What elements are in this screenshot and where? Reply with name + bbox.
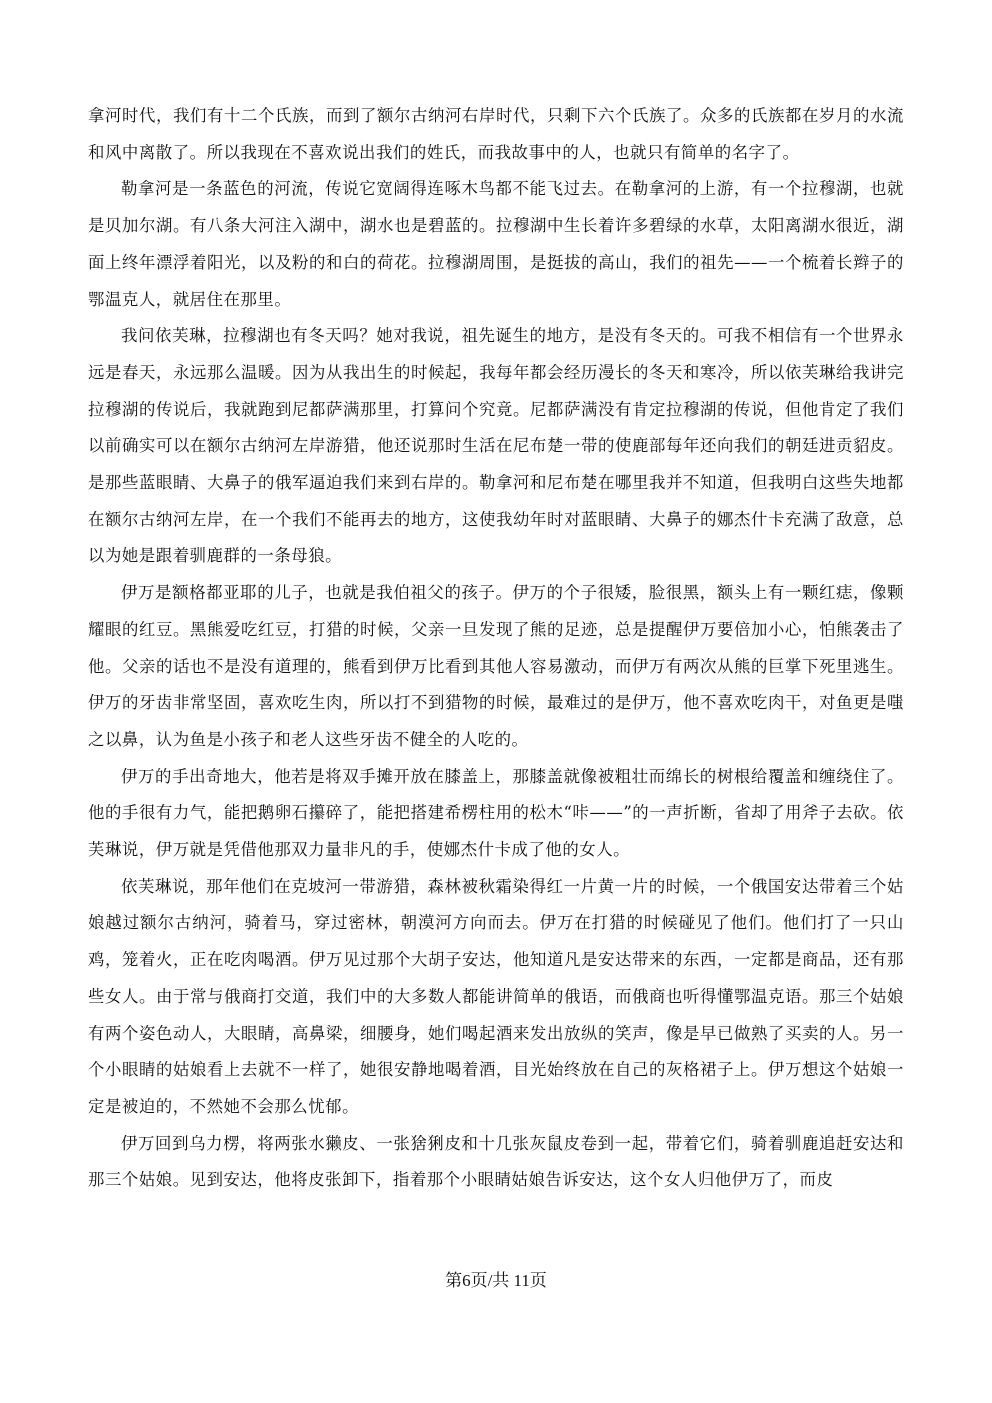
paragraph: 依芙琳说，那年他们在克坡河一带游猎，森林被秋霜染得红一片黄一片的时候，一个俄国安达带着三个姑娘越过额尔古纳河，骑着马，穿过密林，朝漠河方向而去。伊万在打猎的时候碰见了他们。他们打了一只山鸡，笼着火，正在吃肉喝酒。伊万见过那个大胡子安达，他知道凡是安达带来的东西，一定都是商品，还有那些女人。由于常与俄商打交道，我们中的大多数人都能讲简单的俄语，而俄商也听得懂鄂温克语。那三个姑娘有两个姿色动人，大眼睛，高鼻梁，细腰身，她们喝起酒来发出放纵的笑声，像是早已做熟了买卖的人。另一个小眼睛的姑娘看上去就不一样了，她很安静地喝着酒，目光始终放在自己的灰格裙子上。伊万想这个姑娘一定是被迫的，不然她不会那么忧郁。 (88, 876, 904, 1116)
paragraph: 伊万的手出奇地大，他若是将双手摊开放在膝盖上，那膝盖就像被粗壮而绵长的树根给覆盖和缠绕住了。他的手很有力气，能把鹅卵石攥碎了，能把搭建希楞柱用的松木“咔——”的一声折断，省却了用斧子去砍。依芙琳说，伊万就是凭借他那双力量非凡的手，使娜杰什卡成了他的女人。 (88, 766, 904, 860)
paragraph: 勒拿河是一条蓝色的河流，传说它宽阔得连啄木鸟都不能飞过去。在勒拿河的上游，有一个拉穆湖，也就是贝加尔湖。有八条大河注入湖中，湖水也是碧蓝的。拉穆湖中生长着许多碧绿的水草，太阳离湖水很近，湖面上终年漂浮着阳光，以及粉的和白的荷花。拉穆湖周围，是挺拔的高山，我们的祖先——一个梳着长辫子的鄂温克人，就居住在那里。 (88, 179, 904, 309)
paragraph: 拿河时代，我们有十二个氏族，而到了额尔古纳河右岸时代，只剩下六个氏族了。众多的氏族都在岁月的水流和风中离散了。所以我现在不喜欢说出我们的姓氏，而我故事中的人，也就只有简单的名字了。 (88, 106, 904, 162)
paragraph: 我问依芙琳，拉穆湖也有冬天吗？她对我说，祖先诞生的地方，是没有冬天的。可我不相信有一个世界永远是春天，永远那么温暖。因为从我出生的时候起，我每年都会经历漫长的冬天和寒冷，所以依芙琳给我讲完拉穆湖的传说后，我就跑到尼都萨满那里，打算问个究竟。尼都萨满没有肯定拉穆湖的传说，但他肯定了我们以前确实可以在额尔古纳河左岸游猎，他还说那时生活在尼布楚一带的使鹿部每年还向我们的朝廷进贡貂皮。是那些蓝眼睛、大鼻子的俄军逼迫我们来到右岸的。勒拿河和尼布楚在哪里我并不知道，但我明白这些失地都在额尔古纳河左岸，在一个我们不能再去的地方，这使我幼年时对蓝眼睛、大鼻子的娜杰什卡充满了敌意，总以为她是跟着驯鹿群的一条母狼。 (88, 326, 904, 566)
paragraph: 伊万是额格都亚耶的儿子，也就是我伯祖父的孩子。伊万的个子很矮，脸很黑，额头上有一颗红痣，像颗耀眼的红豆。黑熊爱吃红豆，打猎的时候，父亲一旦发现了熊的足迹，总是提醒伊万要倍加小心，怕熊袭击了他。父亲的话也不是没有道理的，熊看到伊万比看到其他人容易激动，而伊万有两次从熊的巨掌下死里逃生。伊万的牙齿非常坚固，喜欢吃生肉，所以打不到猎物的时候，最难过的是伊万，他不喜欢吃肉干，对鱼更是嗤之以鼻，认为鱼是小孩子和老人这些牙齿不健全的人吃的。 (88, 583, 904, 749)
paragraph: 伊万回到乌力楞，将两张水獭皮、一张猞猁皮和十几张灰鼠皮卷到一起，带着它们，骑着驯鹿追赶安达和那三个姑娘。见到安达，他将皮张卸下，指着那个小眼睛姑娘告诉安达，这个女人归他伊万了，而皮 (88, 1133, 904, 1190)
page-number-footer: 第6页/共 11页 (445, 1271, 547, 1290)
document-body (88, 98, 904, 1199)
